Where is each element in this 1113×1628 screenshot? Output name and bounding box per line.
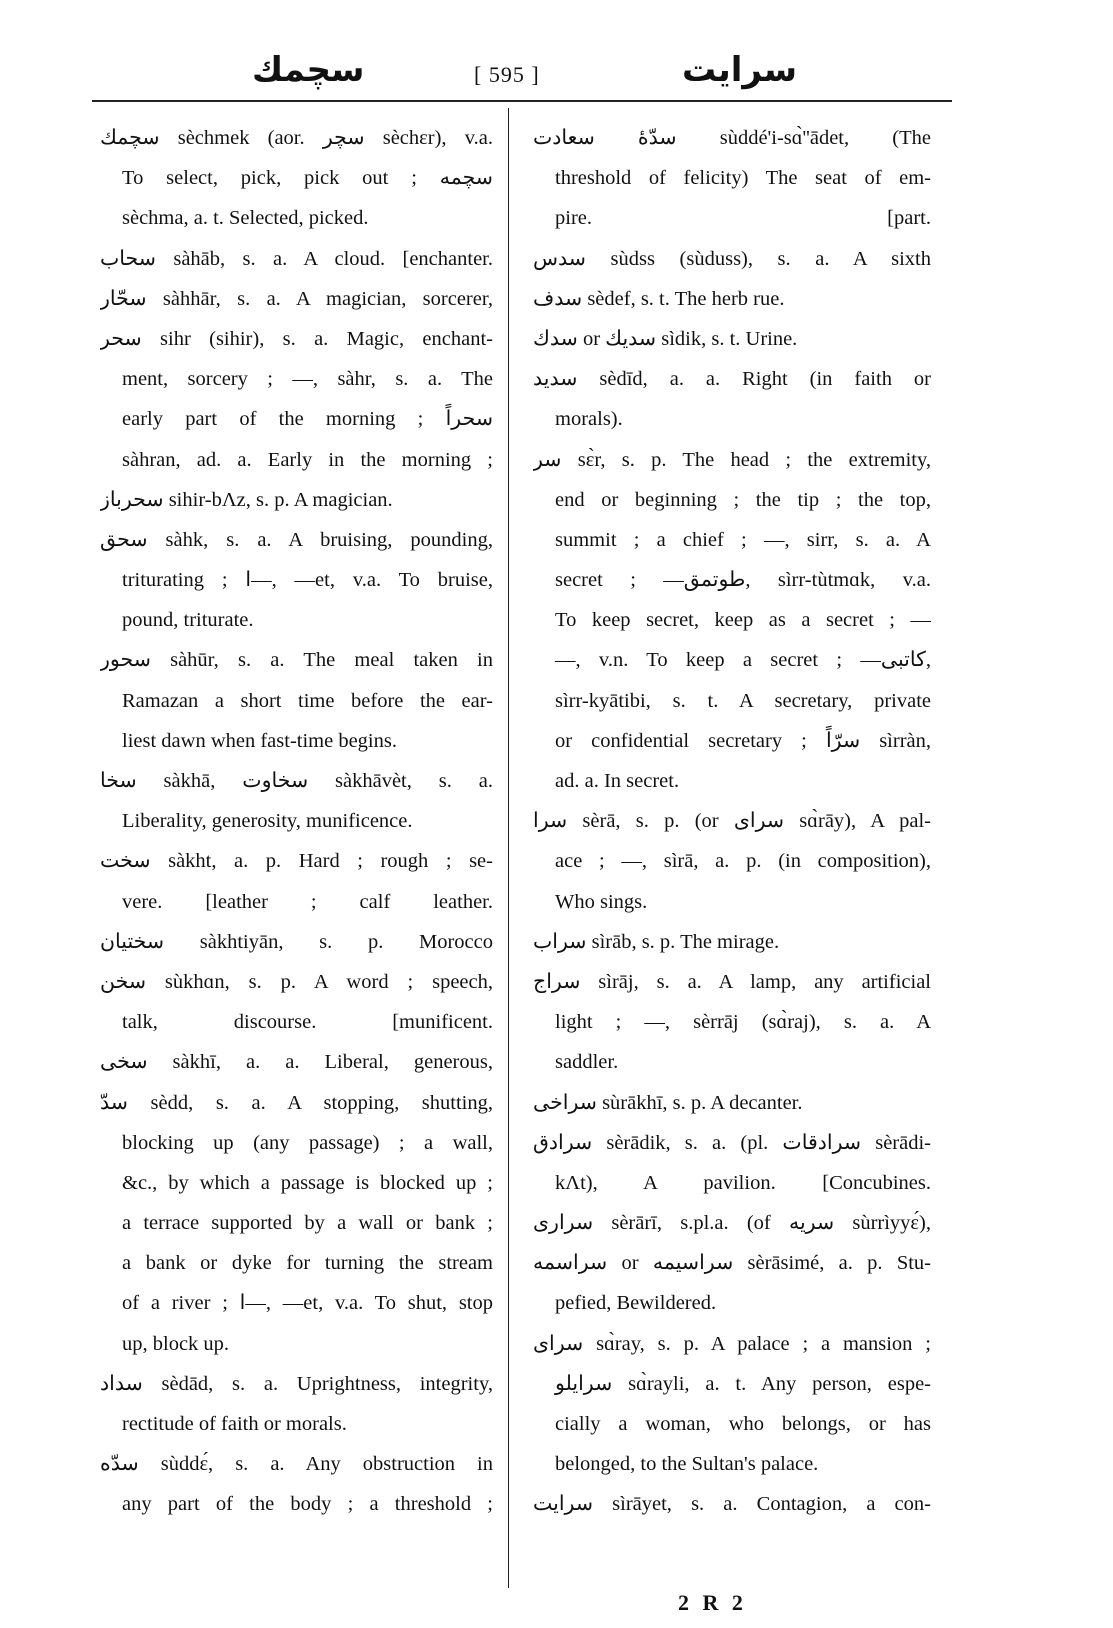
dictionary-line: saddler.	[555, 1051, 619, 1074]
dictionary-line: سحور sàhūr, s. a. The meal taken in	[100, 649, 493, 672]
dictionary-line: blocking up (any passage) ; a wall,	[122, 1131, 493, 1154]
dictionary-line: Who sings.	[555, 890, 648, 913]
running-head-right: سرايت	[682, 50, 797, 90]
dictionary-line: liest dawn when fast-time begins.	[122, 729, 397, 752]
dictionary-line: kɅt), A pavilion. [Concubines.	[555, 1171, 931, 1194]
dictionary-line: up, block up.	[122, 1332, 230, 1355]
dictionary-line: &c., by which a passage is blocked up ;	[122, 1171, 493, 1194]
dictionary-line: early part of the morning ; سحراً	[122, 408, 493, 431]
column-divider	[508, 108, 509, 1588]
dictionary-line: sàhran, ad. a. Early in the morning ;	[122, 448, 493, 471]
dictionary-line: سحّار sàhhār, s. a. A magician, sorcerer,	[100, 287, 493, 310]
dictionary-line: sèchma, a. t. Selected, picked.	[122, 207, 369, 230]
right-column	[533, 118, 931, 1525]
dictionary-line: سراسمه or سراسیمه sèrāsimé, a. p. Stu-	[533, 1252, 931, 1275]
page-header	[92, 46, 952, 106]
dictionary-line: سداد sèdād, s. a. Uprightness, integrity,	[100, 1372, 493, 1395]
dictionary-line: سر sɛ̀r, s. p. The head ; the extremity,	[533, 448, 931, 471]
dictionary-line: cially a woman, who belongs, or has	[555, 1413, 931, 1435]
dictionary-line: triturating ; ا—, —et, v.a. To bruise,	[122, 569, 493, 592]
dictionary-line: سرایلو sɑ̀rayli, a. t. Any person, espe-	[555, 1372, 931, 1395]
dictionary-line: سخا sàkhā, سخاوت sàkhāvèt, s. a.	[100, 770, 493, 792]
dictionary-line: سحق sàhk, s. a. A bruising, pounding,	[100, 528, 493, 551]
dictionary-line: سچمك sèchmek (aor. سچر sèchɛr), v.a.	[100, 127, 493, 149]
dictionary-line: سراخی sùrākhī, s. p. A decanter.	[533, 1091, 803, 1114]
dictionary-line: Ramazan a short time before the ear-	[122, 689, 493, 712]
dictionary-line: summit ; a chief ; —, sirr, s. a. A	[555, 528, 931, 551]
dictionary-line: pound, triturate.	[122, 609, 254, 632]
dictionary-line: To keep secret, keep as a secret ; —	[555, 609, 931, 632]
header-rule	[92, 100, 952, 102]
dictionary-line: or confidential secretary ; سرّاً sìrràn,	[555, 729, 931, 752]
dictionary-line: سحاب sàhāb, s. a. A cloud. [enchanter.	[100, 247, 493, 270]
dictionary-line: end or beginning ; the tip ; the top,	[555, 488, 931, 511]
dictionary-line: سدك or سدیك sìdik, s. t. Urine.	[533, 327, 798, 350]
dictionary-line: سرای sɑ̀ray, s. p. A palace ; a mansion ;	[533, 1332, 931, 1355]
dictionary-line: سختیان sàkhtiyān, s. p. Morocco	[100, 930, 493, 953]
dictionary-line: a terrace supported by a wall or bank ;	[122, 1212, 493, 1235]
dictionary-line: vere. [leather ; calf leather.	[122, 890, 493, 913]
dictionary-line: سدّه sùddɛ́, s. a. Any obstruction in	[100, 1453, 493, 1476]
dictionary-line: سرا sèrā, s. p. (or سرای sɑ̀rāy), A pal-	[533, 810, 931, 833]
dictionary-line: —, v.n. To keep a secret ; —كاتبی,	[555, 649, 931, 672]
dictionary-line: talk, discourse. [munificent.	[122, 1011, 493, 1034]
dictionary-line: ad. a. In secret.	[555, 770, 680, 792]
dictionary-line: of a river ; ا—, —et, v.a. To shut, stop	[122, 1292, 493, 1315]
dictionary-line: pire. [part.	[555, 207, 931, 230]
dictionary-line: سدّ sèdd, s. a. A stopping, shutting,	[100, 1091, 493, 1114]
left-column	[100, 118, 493, 1525]
dictionary-line: ment, sorcery ; —, sàhr, s. a. The	[122, 368, 493, 391]
dictionary-line: rectitude of faith or morals.	[122, 1413, 347, 1435]
signature-mark: 2 R 2	[678, 1590, 747, 1615]
page-number: [ 595 ]	[474, 62, 540, 87]
dictionary-line: سخن sùkhɑn, s. p. A word ; speech,	[100, 970, 493, 993]
running-head-left: سچمك	[252, 50, 365, 90]
dictionary-line: سرادق sèrādik, s. a. (pl. سرادقات sèrādi-	[533, 1131, 931, 1154]
dictionary-line: سراب sìrāb, s. p. The mirage.	[533, 930, 780, 953]
dictionary-line: سراری sèrārī, s.pl.a. (of سریه sùrrìyyɛ́),	[533, 1212, 931, 1235]
dictionary-line: سدید sèdīd, a. a. Right (in faith or	[533, 368, 931, 391]
dictionary-line: ace ; —, sìrā, a. p. (in composition),	[555, 850, 931, 873]
dictionary-line: سحرباز sihir-bɅz, s. p. A magician.	[100, 488, 393, 511]
dictionary-line: morals).	[555, 408, 623, 431]
dictionary-line: سحر sihr (sihir), s. a. Magic, enchant-	[100, 327, 493, 350]
dictionary-line: سدّهٔ سعادت sùddé'i-sɑ̀''ādet, (The	[533, 127, 931, 149]
dictionary-line: secret ; —طوتمق, sìrr-tùtmɑk, v.a.	[555, 569, 931, 592]
dictionary-line: threshold of felicity) The seat of em-	[555, 167, 931, 190]
dictionary-line: sìrr-kyātibi, s. t. A secretary, private	[555, 689, 931, 712]
dictionary-line: Liberality, generosity, munificence.	[122, 810, 413, 833]
dictionary-line: سراج sìrāj, s. a. A lamp, any artificial	[533, 970, 931, 993]
dictionary-line: a bank or dyke for turning the stream	[122, 1252, 493, 1275]
dictionary-line: سخی sàkhī, a. a. Liberal, generous,	[100, 1051, 493, 1074]
dictionary-line: سخت sàkht, a. p. Hard ; rough ; se-	[100, 850, 493, 873]
dictionary-line: light ; —, sèrrāj (sɑ̀raj), s. a. A	[555, 1011, 931, 1034]
dictionary-line: سرایت sìrāyet, s. a. Contagion, a con-	[533, 1493, 931, 1516]
dictionary-line: To select, pick, pick out ; سچمه	[122, 167, 493, 190]
dictionary-line: سدس sùdss (sùduss), s. a. A sixth	[533, 247, 931, 270]
dictionary-line: pefied, Bewildered.	[555, 1292, 717, 1315]
dictionary-line: any part of the body ; a threshold ;	[122, 1493, 493, 1516]
dictionary-line: belonged, to the Sultan's palace.	[555, 1453, 819, 1476]
dictionary-line: سدف sèdef, s. t. The herb rue.	[533, 287, 785, 310]
